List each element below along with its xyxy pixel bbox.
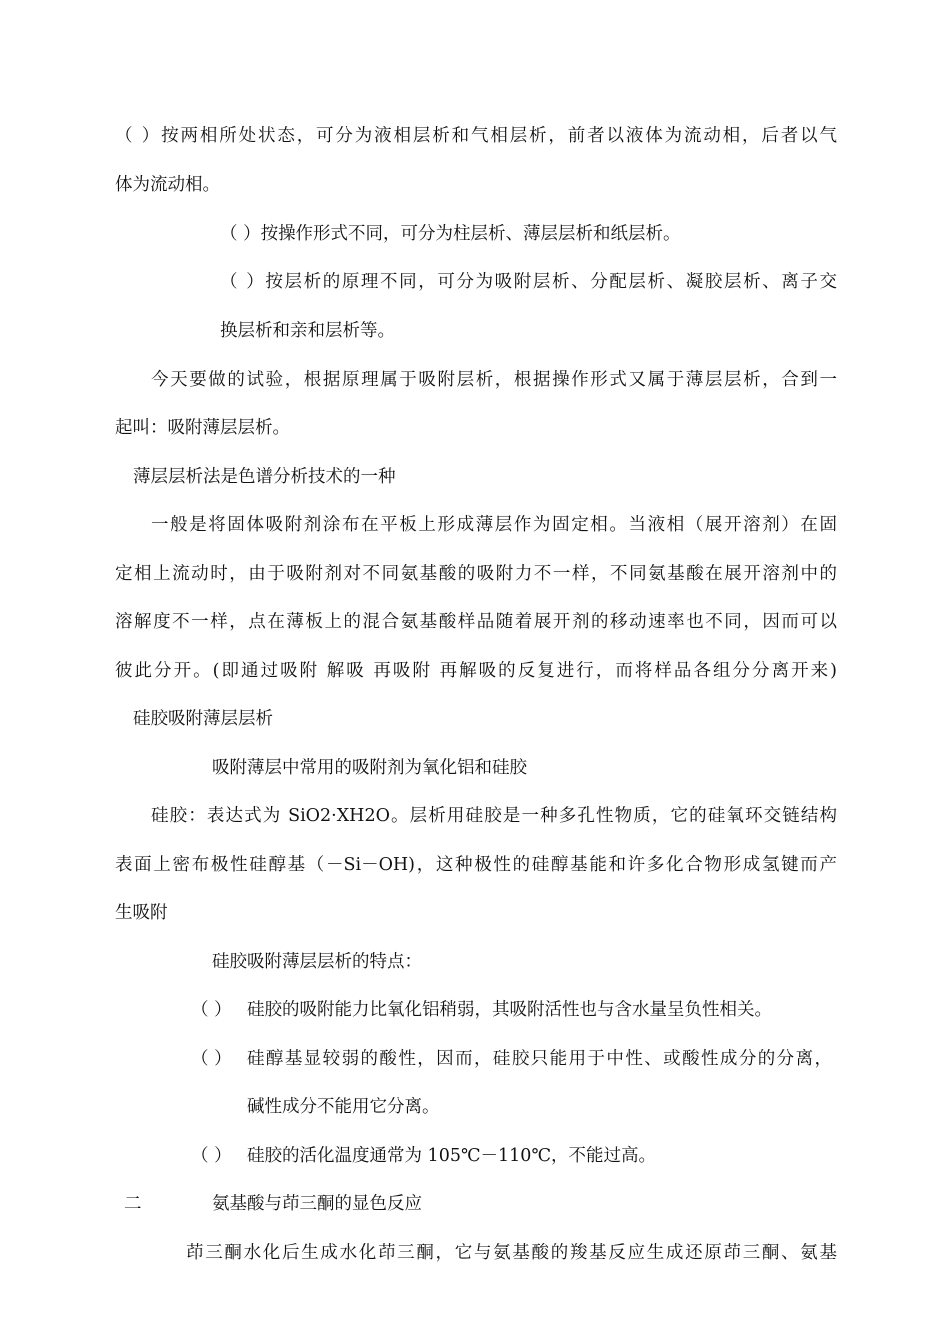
- paragraph-principle-line1: （ ）按层析的原理不同，可分为吸附层析、分配层析、凝胶层析、离子交: [220, 272, 837, 292]
- section-number: 二: [124, 1194, 142, 1214]
- paragraph-tlc-principle-line1: 一般是将固体吸附剂涂布在平板上形成薄层作为固定相。当液相（展开溶剂）在固: [151, 515, 837, 535]
- list-item-marker: （ ）: [191, 1049, 232, 1069]
- paragraph-operation-form: （ ）按操作形式不同，可分为柱层析、薄层层析和纸层析。: [220, 224, 681, 244]
- heading-tlc-definition: 薄层层析法是色谱分析技术的一种: [133, 467, 396, 487]
- paragraph-tlc-principle-line2: 定相上流动时，由于吸附剂对不同氨基酸的吸附力不一样，不同氨基酸在展开溶剂中的: [115, 564, 837, 584]
- paragraph-today-experiment-line1: 今天要做的试验，根据原理属于吸附层析，根据操作形式又属于薄层层析，合到一: [151, 370, 837, 390]
- paragraph-silica-line2: 表面上密布极性硅醇基（－Si－OH)，这种极性的硅醇基能和许多化合物形成氢键而产: [115, 855, 837, 875]
- heading-common-adsorbents: 吸附薄层中常用的吸附剂为氧化铝和硅胶: [212, 758, 527, 778]
- paragraph-tlc-principle-line3: 溶解度不一样，点在薄板上的混合氨基酸样品随着展开剂的移动速率也不同，因而可以: [115, 612, 837, 632]
- paragraph-principle-line2: 换层析和亲和层析等。: [220, 321, 395, 341]
- paragraph-silica-line1: 硅胶：表达式为 SiO2·XH2O。层析用硅胶是一种多孔性物质，它的硅氧环交链结构: [151, 806, 837, 826]
- heading-silica-features: 硅胶吸附薄层层析的特点：: [212, 952, 422, 972]
- paragraph-ninhydrin-line1: 茚三酮水化后生成水化茚三酮，它与氨基酸的羧基反应生成还原茚三酮、氨基: [186, 1243, 837, 1263]
- paragraph-tlc-principle-line4: 彼此分开。(即通过吸附 解吸 再吸附 再解吸的反复进行，而将样品各组分分离开来): [115, 661, 837, 681]
- paragraph-phase-state-line2: 体为流动相。: [115, 175, 220, 195]
- paragraph-phase-state-line1: （ ）按两相所处状态，可分为液相层析和气相层析，前者以液体为流动相，后者以气: [115, 126, 837, 146]
- list-item-marker: （ ）: [191, 1146, 232, 1166]
- list-item-text: 硅胶的吸附能力比氧化铝稍弱，其吸附活性也与含水量呈负性相关。: [247, 1000, 772, 1020]
- list-item-marker: （ ）: [191, 1000, 232, 1020]
- heading-silica-tlc: 硅胶吸附薄层层析: [133, 709, 273, 729]
- list-item-text-continued: 碱性成分不能用它分离。: [247, 1097, 440, 1117]
- paragraph-silica-line3: 生吸附: [115, 903, 168, 923]
- paragraph-today-experiment-line2: 起叫：吸附薄层层析。: [115, 418, 290, 438]
- list-item-text: 硅胶的活化温度通常为 105℃－110℃，不能过高。: [247, 1146, 657, 1166]
- section-title: 氨基酸与茚三酮的显色反应: [212, 1194, 422, 1214]
- list-item-text: 硅醇基显较弱的酸性，因而，硅胶只能用于中性、或酸性成分的分离，: [247, 1049, 832, 1069]
